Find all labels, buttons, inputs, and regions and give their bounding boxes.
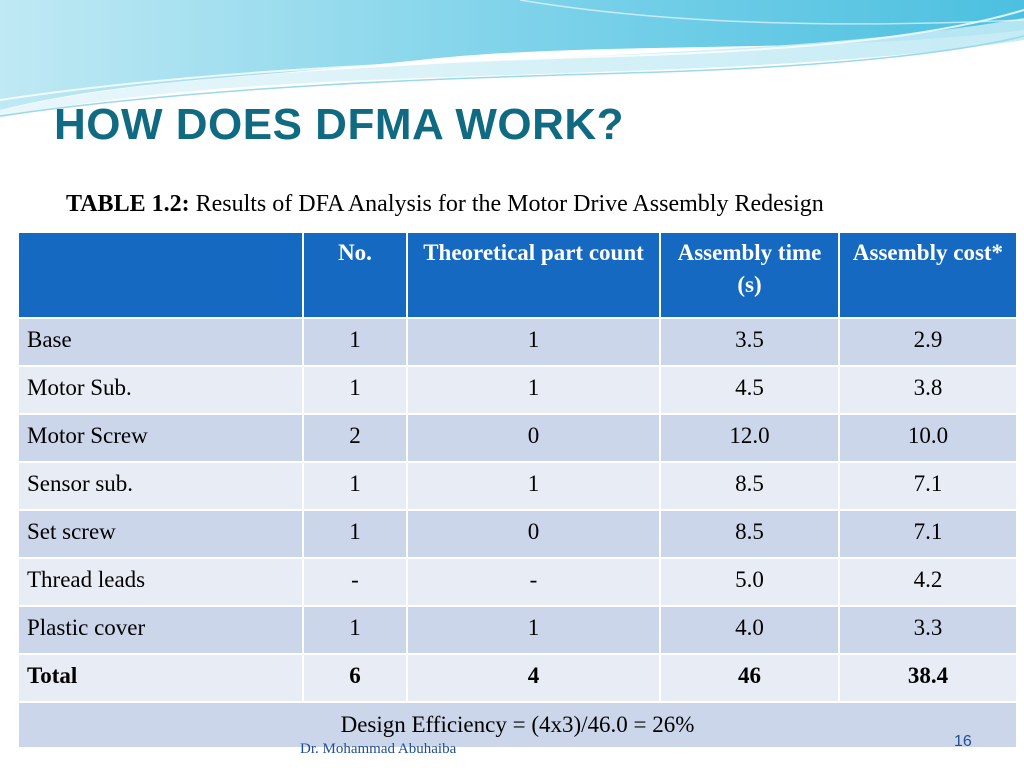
part-time: 5.0 [660,558,839,606]
total-no: 6 [303,654,407,702]
part-cost: 2.9 [839,318,1017,366]
part-theoretical: 0 [407,414,660,462]
part-name: Thread leads [18,558,303,606]
part-name: Base [18,318,303,366]
part-time: 4.0 [660,606,839,654]
table-row [18,366,1017,414]
table-row [18,414,1017,462]
header-assembly-time: Assembly time (s) [660,232,839,318]
table-row [18,558,1017,606]
slide-title: HOW DOES DFMA WORK? [54,100,625,149]
header-no: No. [303,232,407,318]
part-cost: 7.1 [839,510,1017,558]
part-name: Sensor sub. [18,462,303,510]
header-theoretical-part-count: Theoretical part count [407,232,660,318]
part-name: Motor Sub. [18,366,303,414]
part-no: 1 [303,462,407,510]
part-name: Plastic cover [18,606,303,654]
table-row [18,510,1017,558]
part-theoretical: 0 [407,510,660,558]
part-theoretical: 1 [407,318,660,366]
part-cost: 7.1 [839,462,1017,510]
header-assembly-cost: Assembly cost* [839,232,1017,318]
total-time: 46 [660,654,839,702]
footer-author: Dr. Mohammad Abuhaiba [300,741,457,757]
part-time: 8.5 [660,510,839,558]
part-cost: 3.8 [839,366,1017,414]
part-theoretical: 1 [407,606,660,654]
table-header-row [18,232,1017,318]
part-time: 8.5 [660,462,839,510]
dfa-results-table [17,231,1018,749]
table-row [18,606,1017,654]
part-time: 4.5 [660,366,839,414]
part-no: 1 [303,606,407,654]
total-theoretical: 4 [407,654,660,702]
part-theoretical: 1 [407,462,660,510]
part-no: 1 [303,366,407,414]
part-theoretical: 1 [407,366,660,414]
part-cost: 3.3 [839,606,1017,654]
part-time: 3.5 [660,318,839,366]
table-caption-text: Results of DFA Analysis for the Motor Drive Assembly Redesign [195,191,824,217]
part-cost: 4.2 [839,558,1017,606]
table-caption-label: TABLE 1.2: [66,191,190,217]
total-cost: 38.4 [839,654,1017,702]
table-row [18,318,1017,366]
header-blank [18,232,303,318]
part-time: 12.0 [660,414,839,462]
table-caption [66,191,824,218]
part-cost: 10.0 [839,414,1017,462]
part-no: 2 [303,414,407,462]
page-number: 16 [954,733,972,750]
table-row [18,462,1017,510]
total-label: Total [18,654,303,702]
table-total-row [18,654,1017,702]
part-no: - [303,558,407,606]
part-name: Set screw [18,510,303,558]
design-efficiency-row [18,702,1017,748]
part-no: 1 [303,510,407,558]
part-name: Motor Screw [18,414,303,462]
part-no: 1 [303,318,407,366]
part-theoretical: - [407,558,660,606]
design-efficiency: Design Efficiency = (4x3)/46.0 = 26% [18,702,1017,748]
